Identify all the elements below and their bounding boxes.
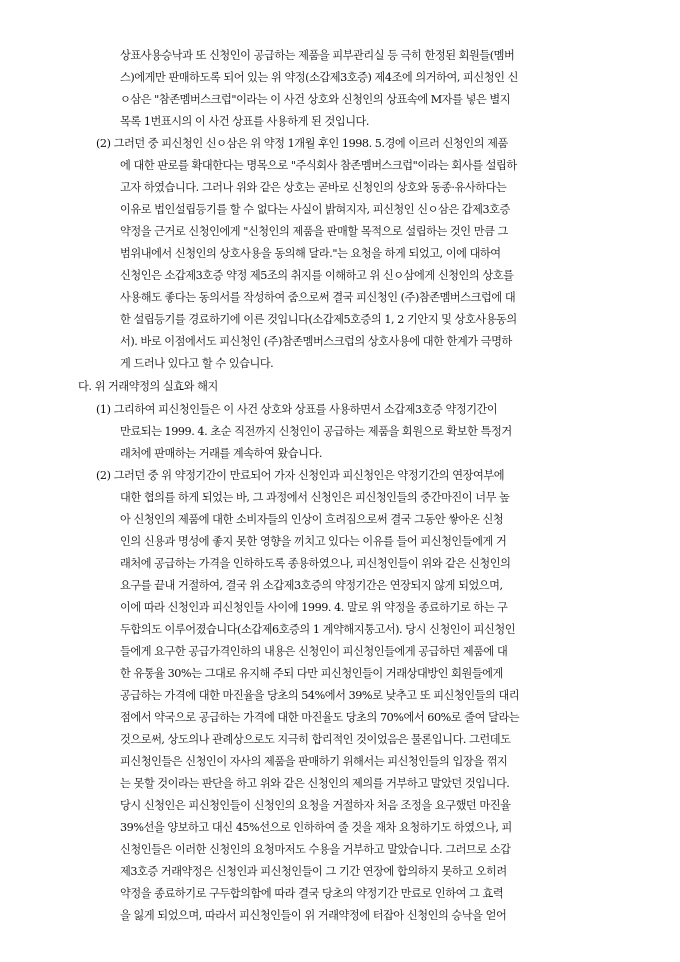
- text-line: 신청인은 소갑제3호증 약정 제5조의 취지를 이해하고 위 신ㅇ삼에게 신청인의 상호를: [120, 269, 514, 282]
- text-line: (2) 그러던 중 피신청인 신ㅇ삼은 위 약정 1개월 후인 1998. 5.경에 이르러 신청인의 제품: [96, 137, 508, 150]
- text-line: 만료되는 1999. 4. 초순 직전까지 신청인이 공급하는 제품을 회원으로 확보한 특정거: [120, 425, 512, 438]
- text-line: 약정을 근거로 신청인에게 "신청인의 제품을 판매할 목적으로 설립하는 것인 만큼 그: [120, 225, 508, 238]
- text-line: 목록 1번표시의 이 사건 상표를 사용하게 된 것입니다.: [120, 115, 370, 128]
- text-line: 당시 신청인은 피신청인들이 신청인의 요청을 거절하자 처음 조정을 요구했던 마진율: [120, 799, 511, 812]
- text-line: 사용해도 좋다는 동의서를 작성하여 줌으로써 결국 피신청인 (주)참존멤버스크럽에 대: [120, 291, 516, 304]
- text-line: 들에게 요구한 공급가격인하의 내용은 신청인이 피신청인들에게 공급하던 제품에 대: [120, 645, 508, 658]
- text-line: 이에 따라 신청인과 피신청인들 사이에 1999. 4. 말로 위 약정을 종료하기로 하는 구: [120, 601, 508, 614]
- text-line: 아 신청인의 제품에 대한 소비자들의 인상이 흐려짐으로써 결국 그동안 쌓아온 신청: [120, 513, 504, 526]
- text-line: 두합의도 이루어졌습니다(소갑제6호증의 1 계약해지통고서). 당시 신청인이 피신청인: [120, 623, 516, 636]
- text-line: 피신청인들은 신청인이 자사의 제품을 판매하기 위해서는 피신청인들의 입장을 꺾지: [120, 755, 508, 768]
- text-line: 에 대한 판로를 확대한다는 명목으로 "주식회사 참존멤버스크럽"이라는 회사를 설립하: [120, 159, 517, 172]
- text-line: 점에서 약국으로 공급하는 가격에 대한 마진율도 당초의 70%에서 60%로 줄여 달라는: [120, 711, 520, 724]
- text-line: 서). 바로 이점에서도 피신청인 (주)참존멤버스크럽의 상호사용에 대한 한계가 극명하: [120, 335, 512, 348]
- text-line: 공급하는 가격에 대한 마진율을 당초의 54%에서 39%로 낮추고 또 피신청인들의 대리: [120, 689, 520, 702]
- text-line: 한 유통율 30%는 그대로 유지해 주되 다만 피신청인들이 거래상대방인 회원들에게: [120, 667, 503, 680]
- text-line: 약정을 종료하기로 구두합의함에 따라 결국 당초의 약정기간 만료로 인하여 그 효력: [120, 887, 504, 900]
- text-line: 고자 하였습니다. 그러나 위와 같은 상호는 곧바로 신청인의 상호와 동종·유사하다는: [120, 181, 507, 194]
- text-line: 인의 신용과 명성에 좋지 못한 영향을 끼치고 있다는 이유를 들어 피신청인들에게 거: [120, 535, 507, 548]
- text-line: ㅇ삼은 "참존멤버스크럽"이라는 이 사건 상호와 신청인의 상표속에 M자를 넣은 별지: [120, 93, 511, 106]
- text-line: 요구를 끝내 거절하여, 결국 위 소갑제3호증의 약정기간은 연장되지 않게 되었으며,: [120, 579, 503, 592]
- text-line: 상표사용승낙과 또 신청인이 공급하는 제품을 피부관리실 등 극히 한정된 회원들(멤버: [120, 49, 515, 62]
- text-line: 이유로 법인설립등기를 할 수 없다는 사실이 밝혀지자, 피신청인 신ㅇ삼은 갑제3호증: [120, 203, 510, 216]
- text-line: 39%선을 양보하고 대신 45%선으로 인하하여 줄 것을 재차 요청하기도 하였으나, 피: [120, 821, 512, 834]
- text-line: 는 못할 것이라는 판단을 하고 위와 같은 신청인의 제의를 거부하고 말았던 것입니다.: [120, 777, 510, 790]
- text-line: 대한 협의를 하게 되었는 바, 그 과정에서 신청인은 피신청인들의 중간마진이 너무 높: [120, 491, 510, 504]
- text-line: (1) 그리하여 피신청인들은 이 사건 상호와 상표를 사용하면서 소갑제3호증 약정기간이: [96, 403, 498, 416]
- text-line: 래처에 판매하는 거래를 계속하여 왔습니다.: [120, 447, 322, 460]
- text-line: 게 드러나 있다고 할 수 있습니다.: [120, 357, 274, 370]
- text-line: 스)에게만 판매하도록 되어 있는 위 약정(소갑제3호증) 제4조에 의거하여, 피신청인 신: [120, 71, 518, 84]
- text-line: 래처에 공급하는 가격을 인하하도록 종용하였으나, 피신청인들이 위와 같은 신청인의: [120, 557, 511, 570]
- text-line: 신청인들은 이러한 신청인의 요청마저도 수용을 거부하고 말았습니다. 그러므로 소갑: [120, 843, 511, 856]
- text-line: 제3호증 거래약정은 신청인과 피신청인들이 그 기간 연장에 합의하지 못하고 오히려: [120, 865, 507, 878]
- text-line: 을 잃게 되었으며, 따라서 피신청인들이 위 거래약정에 터잡아 신청인의 승낙을 얻어: [120, 909, 507, 922]
- section-heading: 다. 위 거래약정의 실효와 해지: [78, 380, 218, 393]
- text-line: 것으로써, 상도의나 관례상으로도 지극히 합리적인 것이었음은 물론입니다. 그런데도: [120, 733, 511, 746]
- text-line: 한 설립등기를 경료하기에 이른 것입니다(소갑제5호증의 1, 2 기안지 및 상호사용동의: [120, 313, 517, 326]
- text-line: 범위내에서 신청인의 상호사용을 동의해 달라."는 요청을 하게 되었고, 이에 대하여: [120, 247, 501, 260]
- text-line: (2) 그러던 중 위 약정기간이 만료되어 가자 신청인과 피신청인은 약정기간의 연장여부에: [96, 469, 505, 482]
